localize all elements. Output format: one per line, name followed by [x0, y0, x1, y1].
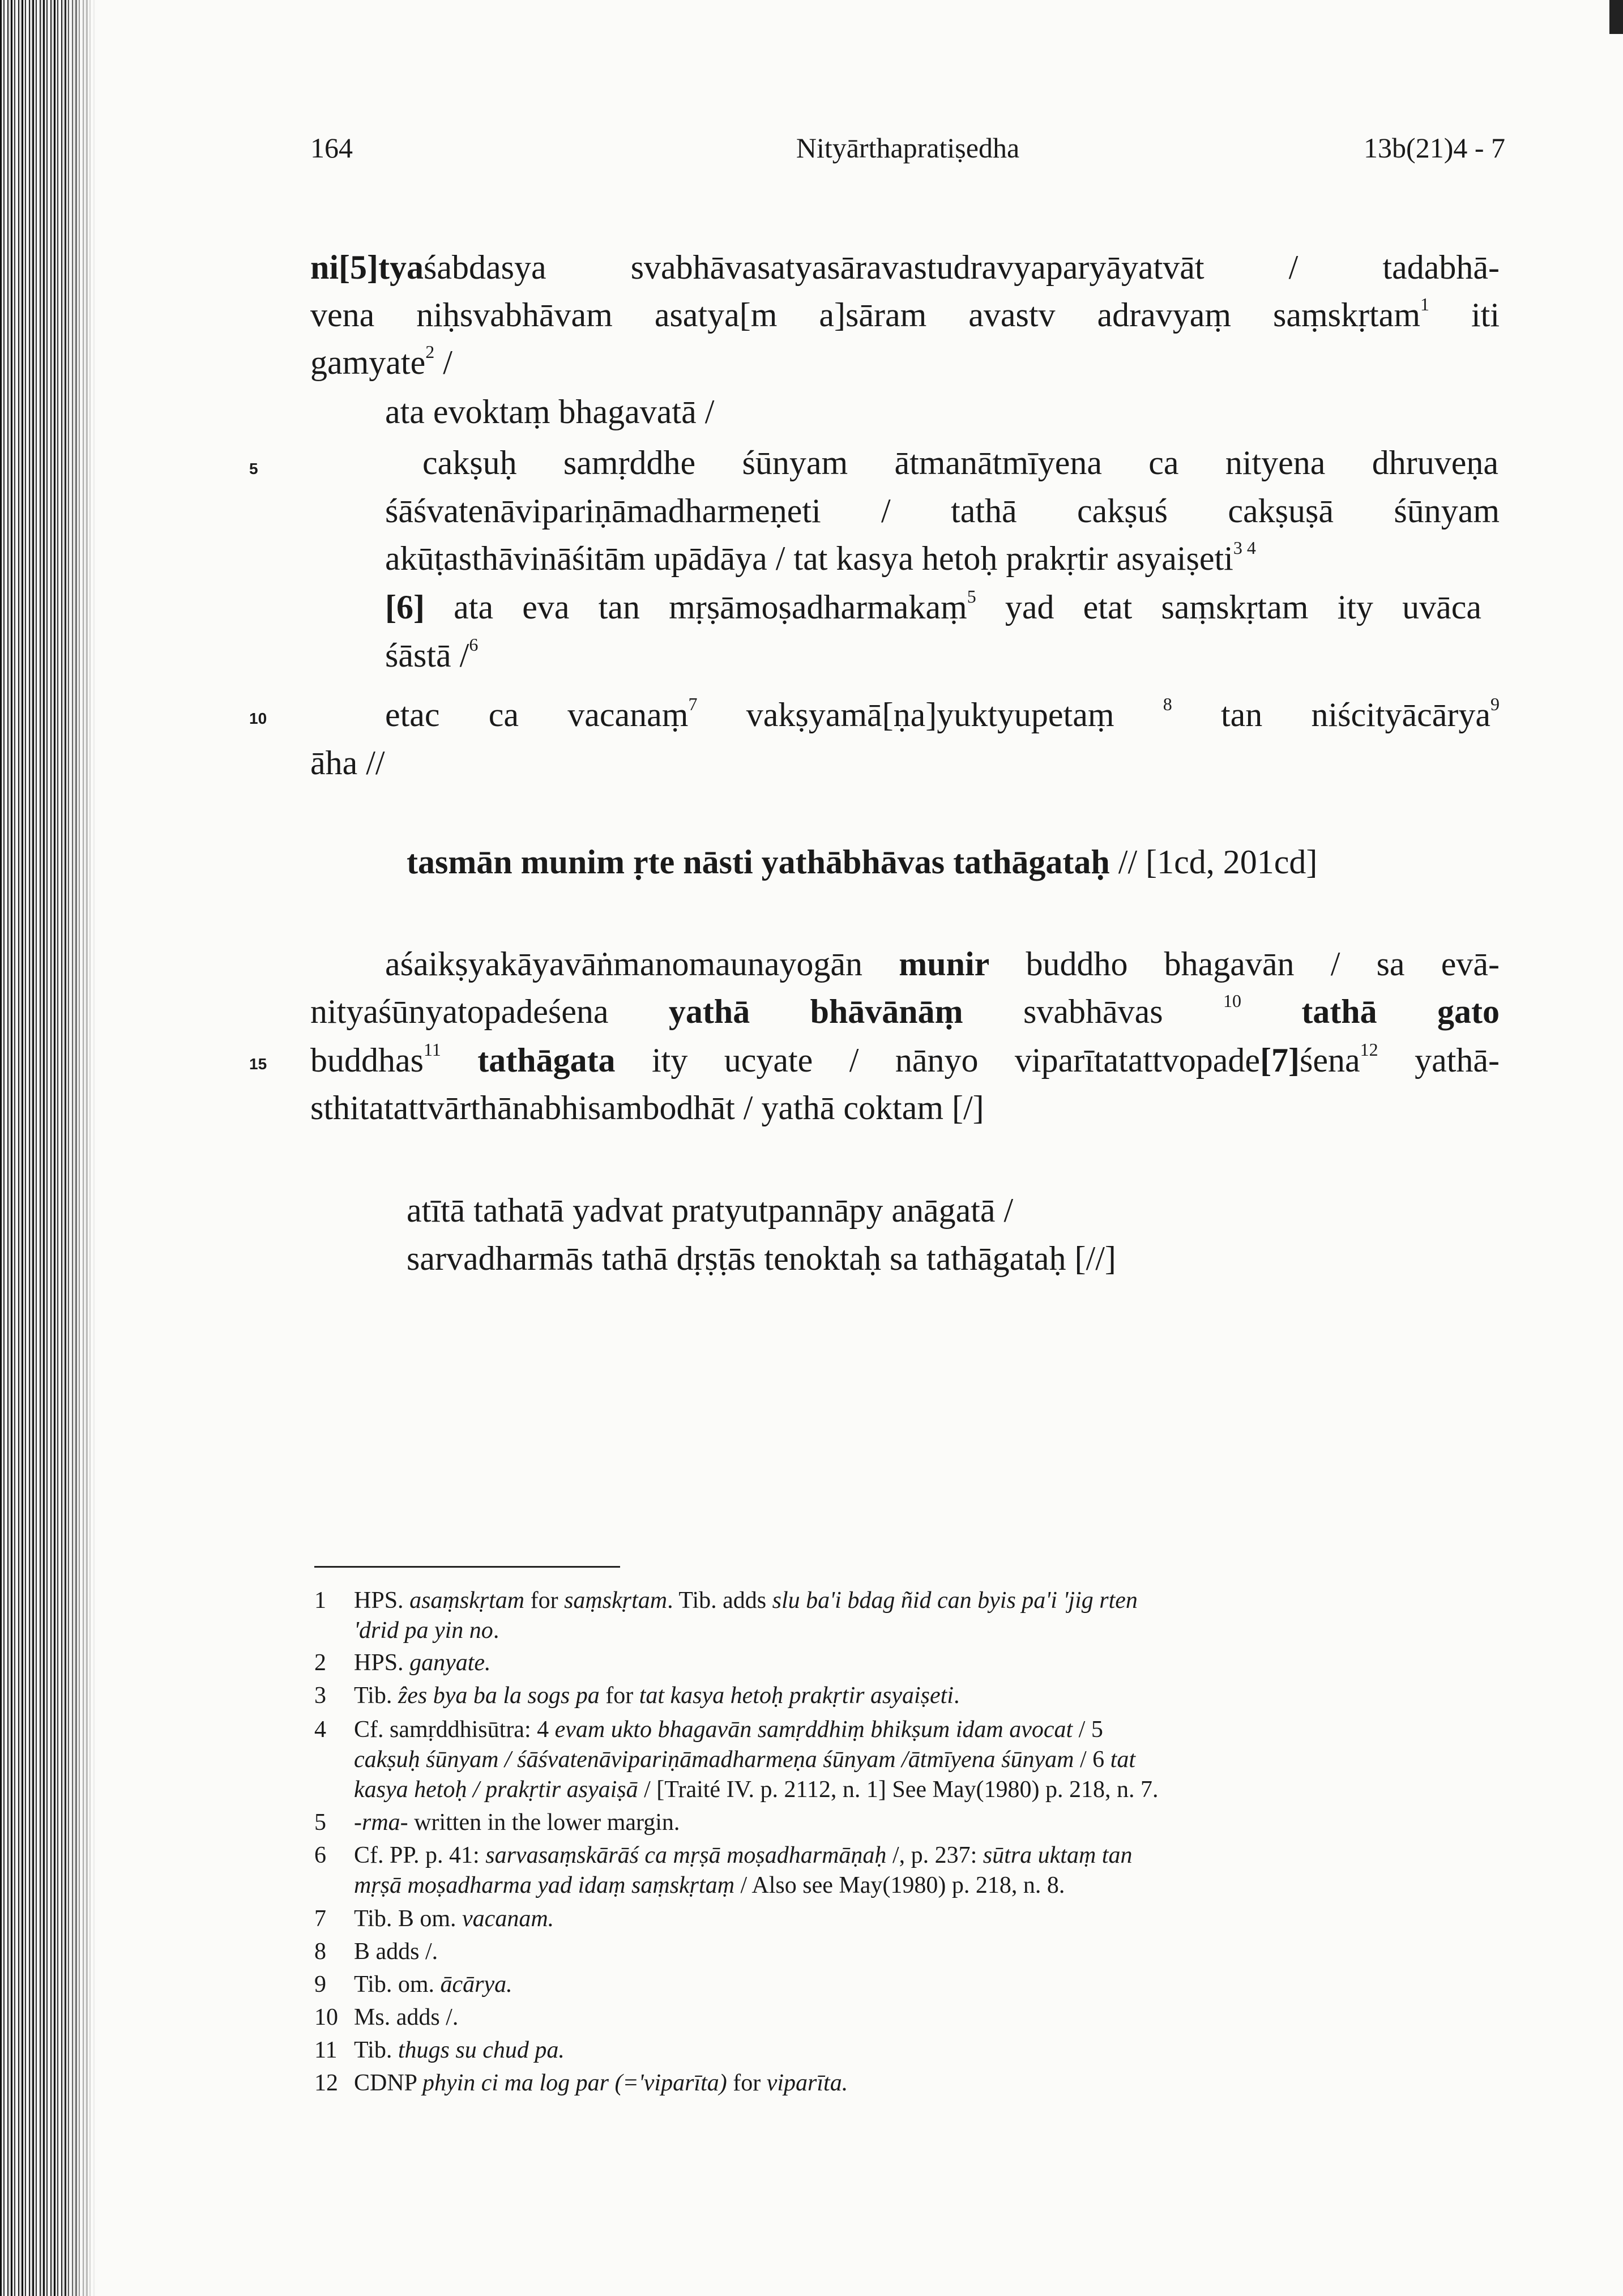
page-number: 164	[310, 132, 353, 164]
text-line-13: nityaśūnyatopadeśena yathā bhāvānāṃ svabhāvas $^{10}$ tathā gato	[310, 991, 1500, 1030]
verse-line: tasmān munim ṛte nāsti yathābhāvas tathāgataḥ // [1cd, 201cd]	[407, 843, 1318, 881]
text-line-11: āha //	[310, 744, 385, 782]
quote-line-2: sarvadharmās tathā dṛṣṭās tenoktaḥ sa tathāgataḥ [//]	[407, 1240, 1116, 1277]
text-line-10: etac ca vacanaṃ$^7$ vakṣyamā[ṇa]yuktyupetaṃ $^8$ tan niścityācārya$^9$	[385, 694, 1500, 733]
line-number-10: 10	[249, 710, 267, 727]
text-line-7: akūṭasthāvināśitām upādāya / tat kasya hetoḥ prakṛtir asyaiṣeti$^{3 4}$	[385, 537, 1256, 577]
text-line-9: śāstā /$^6$	[385, 634, 479, 674]
text-line-1: ni[5]tyaśabdasya svabhāvasatyasāravastudravyaparyāyatvāt / tadabhā-	[310, 249, 1500, 286]
text-line-6: śāśvatenāvipariṇāmadharmeṇeti / tathā cakṣuś cakṣuṣā śūnyam	[385, 492, 1500, 530]
folio-reference: 13b(21)4 - 7	[1364, 132, 1505, 164]
quote-line-1: atītā tathatā yadvat pratyutpannāpy anāgatā /	[407, 1192, 1014, 1229]
line-number-5: 5	[249, 460, 258, 477]
line-number-15: 15	[249, 1055, 267, 1073]
footnote-rule	[314, 1566, 620, 1568]
text-line-15: sthitatattvārthānabhisambodhāt / yathā coktam [/]	[310, 1089, 984, 1126]
scan-corner-mark	[1609, 0, 1623, 34]
text-line-2: vena niḥsvabhāvam asatya[m a]sāram avastv adravyaṃ saṃskṛtam$^1$ iti	[310, 294, 1500, 334]
text-line-5: cakṣuḥ samṛddhe śūnyam ātmanātmīyena ca nityena dhruveṇa	[422, 444, 1498, 481]
text-line-3: gamyate$^2$ /	[310, 342, 452, 381]
book-binding-shadow	[0, 0, 96, 2296]
text-line-4: ata evoktaṃ bhagavatā /	[385, 393, 715, 430]
text-line-12: aśaikṣyakāyavāṅmanomaunayogān munir buddho bhagavān / sa evā-	[385, 945, 1500, 983]
running-title: Nityārthapratiṣedha	[796, 132, 1020, 164]
text-line-14: buddhas$^{11}$ tathāgata ity ucyate / nānyo viparītatattvopade[7]śena$^{12}$ yathā-	[310, 1039, 1500, 1079]
running-header	[310, 131, 1505, 171]
text-line-8: [6] ata eva tan mṛṣāmoṣadharmakaṃ$^5$ yad etat saṃskṛtam ity uvāca	[385, 586, 1481, 626]
